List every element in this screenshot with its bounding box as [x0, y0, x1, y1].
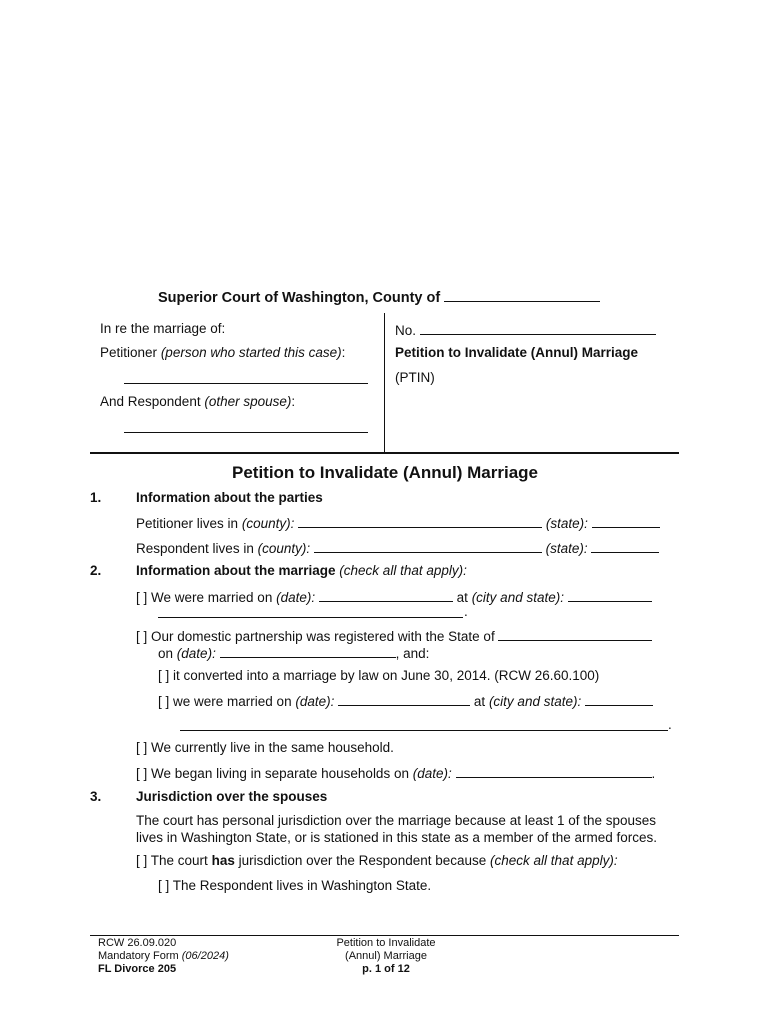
- state-hint: (state):: [545, 541, 588, 556]
- respondent-lives-wa-line: [158, 878, 431, 894]
- period: .: [668, 717, 672, 732]
- respondent-wa-label: The Respondent lives in Washington State.: [172, 878, 432, 893]
- partnership-label: Our domestic partnership was registered with the State of: [151, 629, 495, 644]
- separate-households-checkbox[interactable]: [ ]: [136, 766, 148, 781]
- jurisdiction-checkbox[interactable]: [ ]: [136, 853, 148, 868]
- section3-heading: Jurisdiction over the spouses: [136, 789, 328, 804]
- colon: :: [341, 345, 346, 360]
- doc-code: (PTIN): [395, 370, 435, 385]
- married-on-line: [136, 588, 652, 606]
- section1-number: 1.: [90, 490, 102, 505]
- respondent-state-blank[interactable]: [591, 539, 659, 553]
- period: .: [651, 766, 656, 781]
- at-label: at: [473, 694, 486, 709]
- respondent-hint: (other spouse): [204, 394, 292, 409]
- footer-rule: [90, 935, 679, 936]
- footer-rcw: RCW 26.09.020: [98, 937, 177, 949]
- separation-date-blank[interactable]: [456, 764, 652, 778]
- petitioner-label: [100, 345, 345, 361]
- respondent-name-blank[interactable]: [124, 432, 368, 433]
- petitioner-lives-line: [136, 514, 660, 532]
- converted-checkbox[interactable]: [ ]: [158, 668, 170, 683]
- case-no-label: No.: [395, 323, 417, 338]
- footer-page-number: p. 1 of 12: [362, 963, 410, 975]
- marriage-place-blank-2[interactable]: [158, 617, 463, 618]
- petitioner-label-text: Petitioner: [100, 345, 158, 360]
- same-household-line: [136, 740, 394, 756]
- footer-form-date: (06/2024): [181, 950, 229, 962]
- separate-households-line: [136, 764, 655, 782]
- partnership-date-blank[interactable]: [220, 644, 396, 658]
- married-on-label: We were married on: [151, 590, 273, 605]
- we-married-checkbox[interactable]: [ ]: [158, 694, 170, 709]
- county-blank[interactable]: [444, 288, 600, 302]
- jurisdiction-para-line2: lives in Washington State, or is stationed in this state as a member of the armed forces.: [136, 830, 657, 845]
- case-number-blank[interactable]: [420, 321, 656, 335]
- doc-title: Petition to Invalidate (Annul) Marriage: [395, 345, 639, 360]
- respondent-label-text: And Respondent: [100, 394, 201, 409]
- same-household-label: We currently live in the same household.: [151, 740, 394, 755]
- footer-form-id: FL Divorce 205: [98, 963, 177, 975]
- in-re-label: In re the marriage of:: [100, 321, 226, 336]
- footer-mandatory: [98, 950, 229, 963]
- county-hint: (county):: [257, 541, 311, 556]
- separate-households-label: We began living in separate households on: [151, 766, 409, 781]
- petitioner-name-blank[interactable]: [124, 383, 368, 384]
- petitioner-county-blank[interactable]: [298, 514, 542, 528]
- caption-divider: [384, 313, 385, 452]
- period: .: [464, 604, 468, 619]
- respondent-label: [100, 394, 295, 410]
- petitioner-hint: (person who started this case): [160, 345, 342, 360]
- footer-mandatory-text: Mandatory Form: [98, 950, 179, 962]
- section3-number: 3.: [90, 789, 102, 804]
- jurisdiction-para-line1: The court has personal jurisdiction over the marriage because at least 1 of the spouses: [136, 813, 657, 828]
- city-state-hint: (city and state):: [471, 590, 564, 605]
- state-hint: (state):: [545, 516, 588, 531]
- converted-line: [158, 668, 599, 684]
- section1-heading: Information about the parties: [136, 490, 323, 505]
- petitioner-lives-label: Petitioner lives in: [136, 516, 239, 531]
- same-household-checkbox[interactable]: [ ]: [136, 740, 148, 755]
- court-title: [158, 288, 600, 306]
- and-label: , and:: [395, 646, 430, 661]
- caption-bottom-rule: [90, 452, 679, 454]
- colon: :: [291, 394, 296, 409]
- main-title: Petition to Invalidate (Annul) Marriage: [231, 463, 539, 482]
- section2-heading: [136, 563, 467, 579]
- jurisdiction-rest: jurisdiction over the Respondent because: [238, 853, 487, 868]
- court-label: The court: [150, 853, 208, 868]
- partnership-date-line: [158, 644, 429, 662]
- date-hint: (date):: [295, 694, 335, 709]
- footer-left: [98, 937, 229, 976]
- we-married-on-line: [158, 692, 653, 710]
- we-married-place-blank-2[interactable]: [180, 730, 668, 731]
- at-label: at: [456, 590, 468, 605]
- date-hint: (date):: [176, 646, 216, 661]
- married-checkbox[interactable]: [ ]: [136, 590, 148, 605]
- case-number: [395, 321, 656, 339]
- city-state-hint: (city and state):: [488, 694, 582, 709]
- respondent-lives-line: [136, 539, 659, 557]
- respondent-wa-checkbox[interactable]: [ ]: [158, 878, 170, 893]
- section2-number: 2.: [90, 563, 102, 578]
- jurisdiction-hint: (check all that apply):: [490, 853, 618, 868]
- marriage-place-blank[interactable]: [568, 588, 652, 602]
- converted-label: it converted into a marriage by law on June 30, 2014. (RCW 26.60.100): [173, 668, 600, 683]
- section2-hint: (check all that apply):: [339, 563, 467, 578]
- we-married-date-blank[interactable]: [338, 692, 470, 706]
- respondent-lives-label: Respondent lives in: [136, 541, 254, 556]
- footer-title-line1: Petition to Invalidate: [336, 937, 436, 949]
- court-has-jurisdiction-line: [136, 853, 618, 869]
- has-emphasis: has: [211, 853, 235, 868]
- date-hint: (date):: [412, 766, 452, 781]
- partnership-line: [136, 627, 652, 645]
- court-title-text: Superior Court of Washington, County of: [158, 290, 441, 306]
- marriage-date-blank[interactable]: [319, 588, 453, 602]
- footer-title-line2: (Annul) Marriage: [345, 950, 427, 962]
- partnership-state-blank[interactable]: [498, 627, 652, 641]
- on-label: on: [158, 646, 174, 661]
- partnership-checkbox[interactable]: [ ]: [136, 629, 148, 644]
- we-married-label: we were married on: [173, 694, 292, 709]
- section2-heading-text: Information about the marriage: [136, 563, 336, 578]
- footer-center: [306, 937, 466, 976]
- we-married-place-blank[interactable]: [585, 692, 653, 706]
- respondent-county-blank[interactable]: [314, 539, 542, 553]
- date-hint: (date):: [276, 590, 316, 605]
- county-hint: (county):: [241, 516, 295, 531]
- petitioner-state-blank[interactable]: [592, 514, 660, 528]
